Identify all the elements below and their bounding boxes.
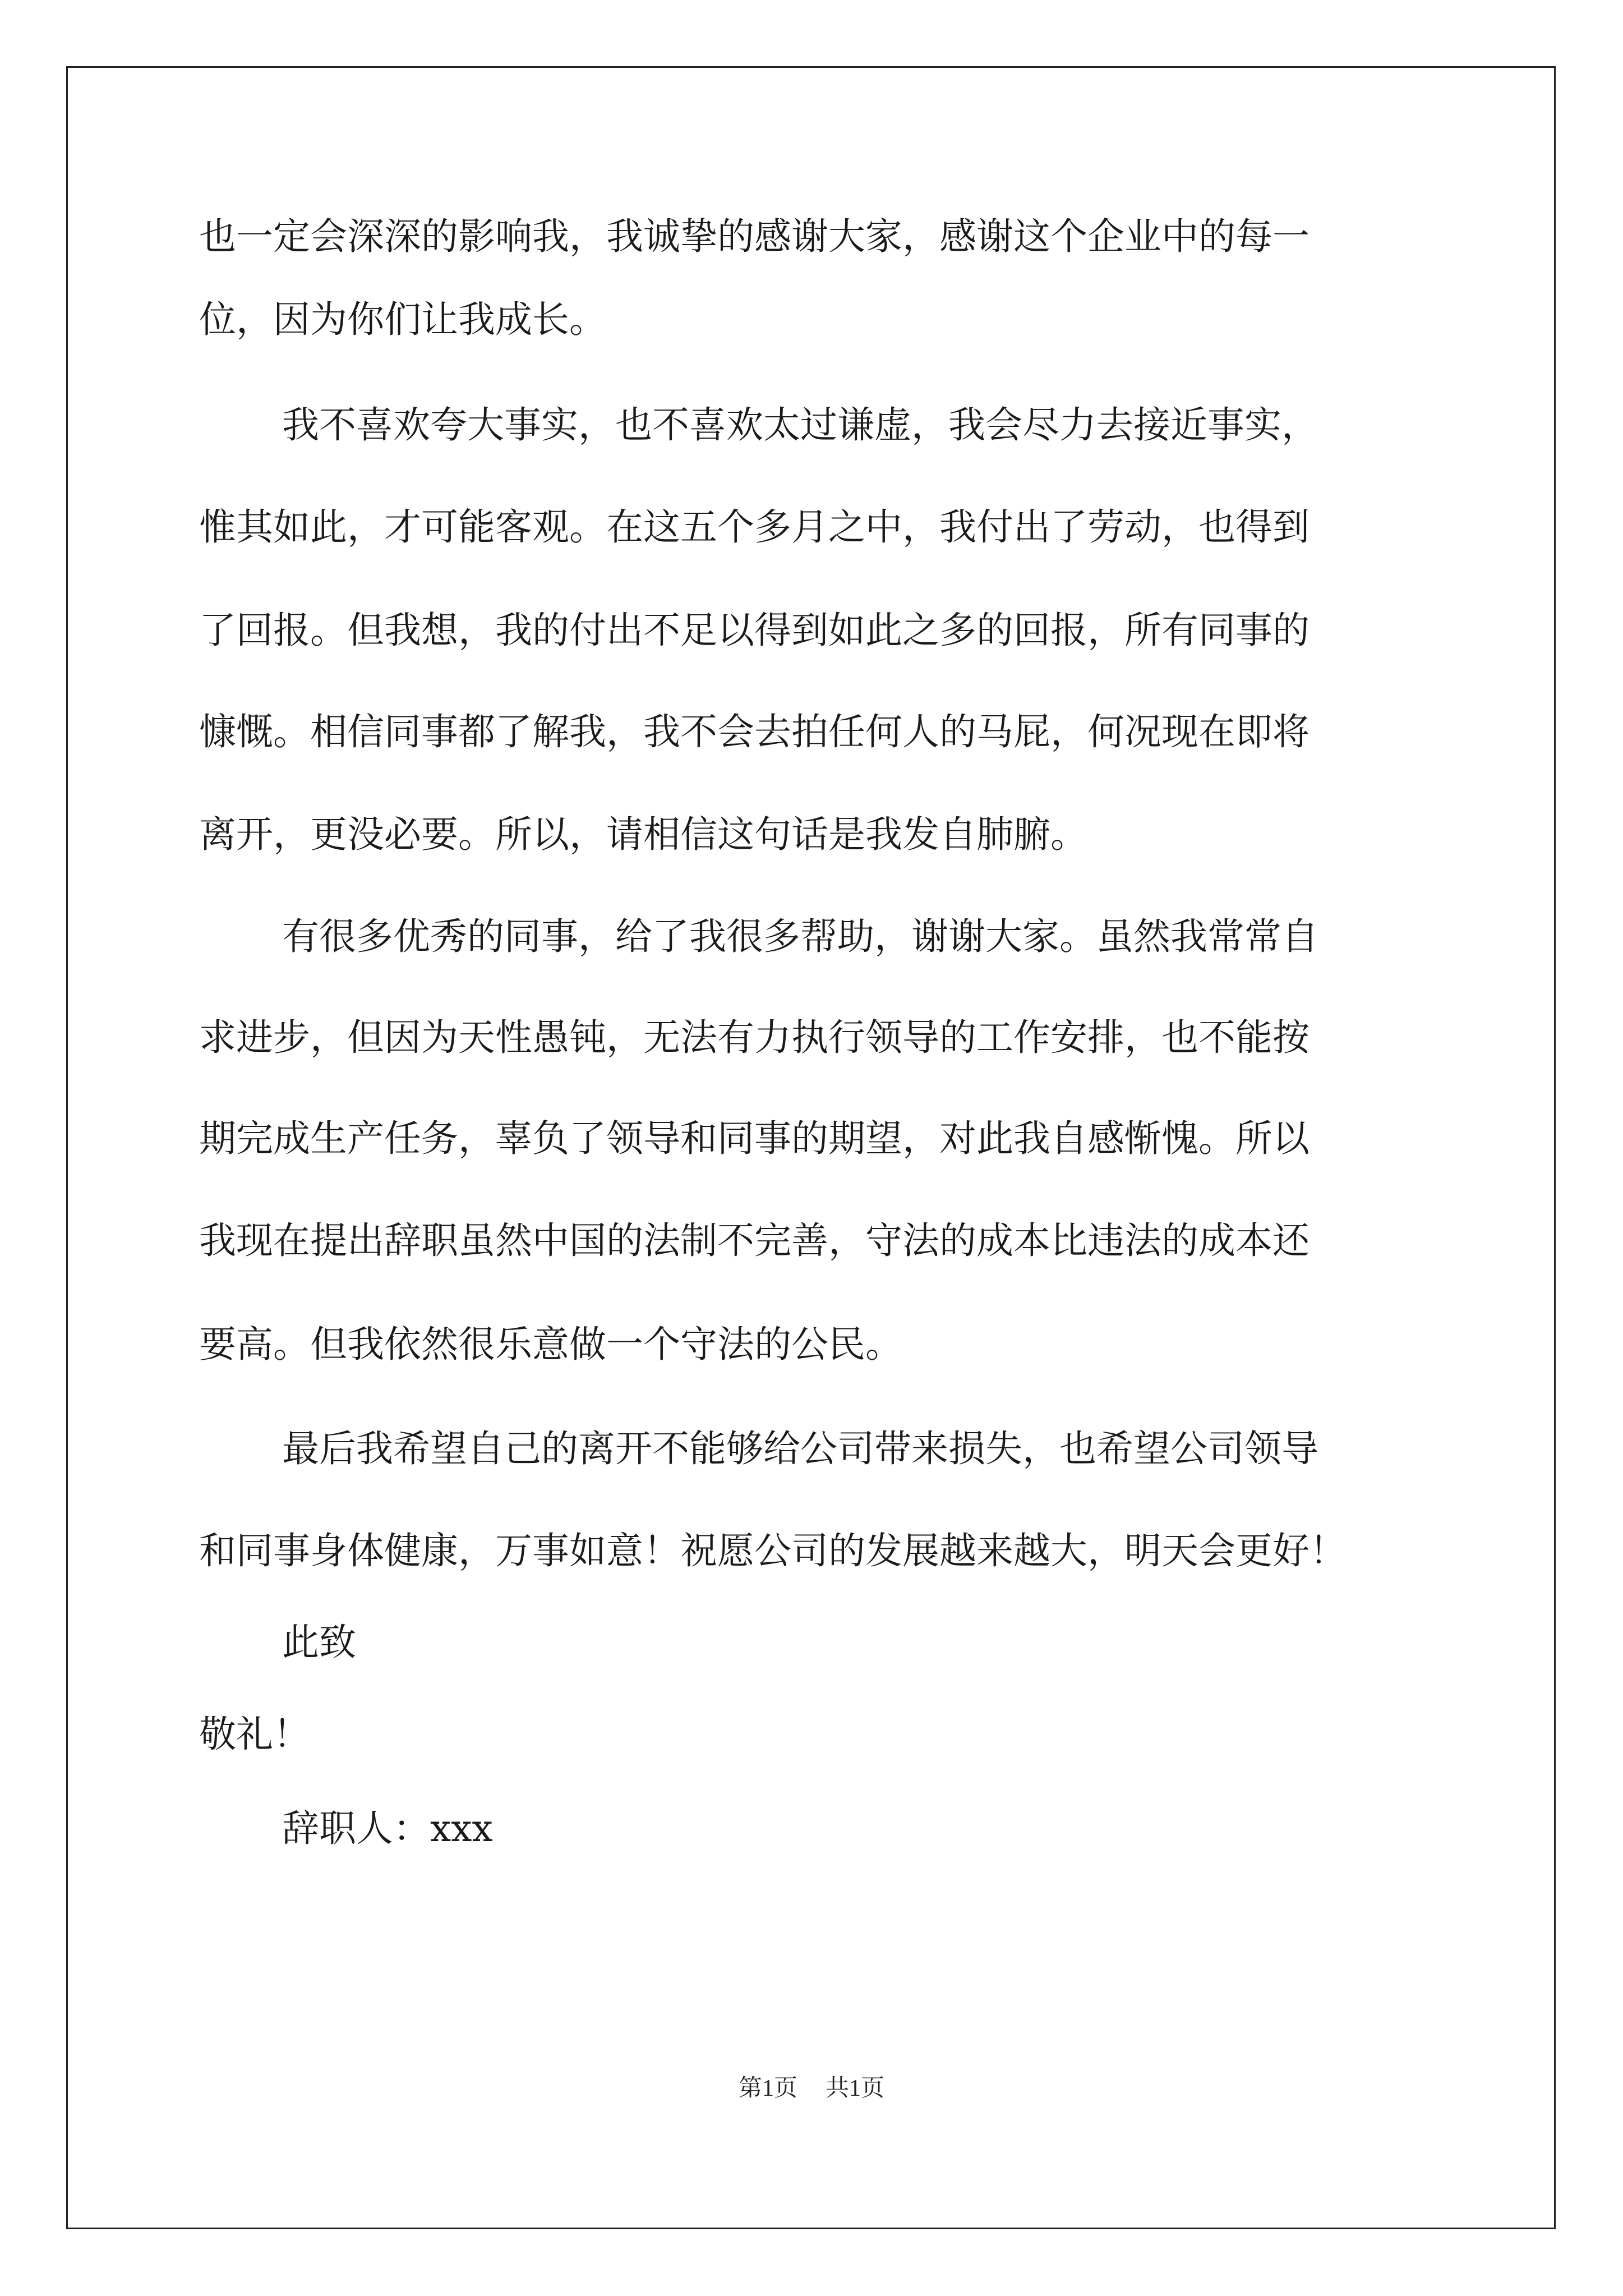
body-line: 求进步，但因为天性愚钝，无法有力执行领导的工作安排，也不能按 [199,1016,1310,1059]
page-total: 共1页 [826,2076,885,2101]
closing-regards: 敬礼！ [199,1713,310,1756]
body-line: 我不喜欢夸大事实，也不喜欢太过谦虚，我会尽力去接近事实， [282,403,1318,447]
body-line: 我现在提出辞职虽然中国的法制不完善，守法的成本比违法的成本还 [199,1219,1310,1262]
page-footer [0,2074,1623,2102]
body-line: 有很多优秀的同事，给了我很多帮助，谢谢大家。虽然我常常自 [282,915,1318,958]
body-line: 也一定会深深的影响我，我诚挚的感谢大家，感谢这个企业中的每一 [199,215,1310,258]
page-number: 第1页 [738,2076,797,2101]
body-line: 和同事身体健康，万事如意！祝愿公司的发展越来越大，明天会更好！ [199,1529,1347,1572]
body-line: 位，因为你们让我成长。 [199,298,606,341]
body-line: 要高。但我依然很乐意做一个守法的公民。 [199,1323,902,1366]
body-line: 了回报。但我想，我的付出不足以得到如此之多的回报，所有同事的 [199,609,1310,652]
signature-line: 辞职人：xxx [282,1807,493,1850]
body-line: 慷慨。相信同事都了解我，我不会去拍任何人的马屁，何况现在即将 [199,710,1310,753]
body-line: 离开，更没必要。所以，请相信这句话是我发自肺腑。 [199,813,1087,856]
closing-salutation: 此致 [282,1621,356,1664]
body-line: 惟其如此，才可能客观。在这五个多月之中，我付出了劳动，也得到 [199,505,1310,549]
body-line: 最后我希望自己的离开不能够给公司带来损失，也希望公司领导 [282,1427,1318,1470]
body-line: 期完成生产任务，辜负了领导和同事的期望，对此我自感惭愧。所以 [199,1117,1310,1160]
